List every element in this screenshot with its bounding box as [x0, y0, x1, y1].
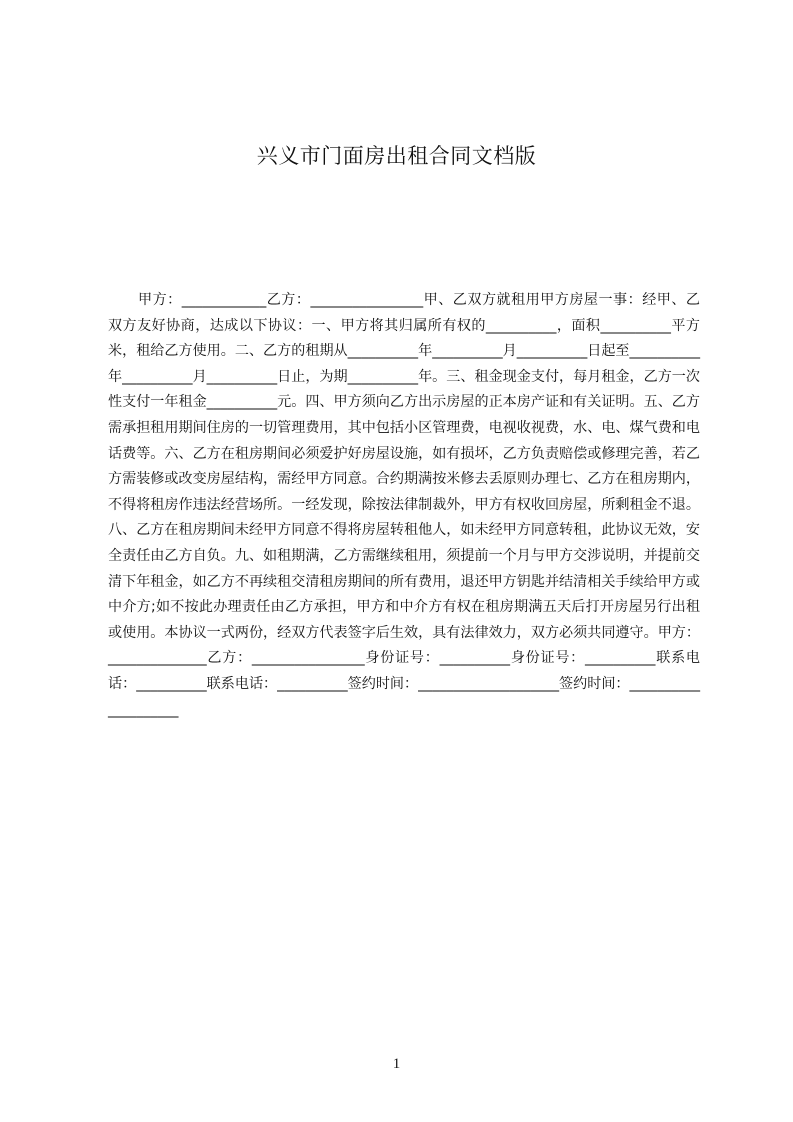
contract-body-text: 甲方：____________乙方：________________甲、乙双方就租用甲方房屋一事：经甲、乙双方友好协商，达成以下协议：一、甲方将其归属所有权的__________，面积__________平方米，租给乙方使用。二、乙方的租期从__________年__________月__________日起至__________年__________月__________日止，为期__________年。三、租金现金支付，每月租金，乙方一次性支付一年租金__________元。四、甲方须向乙方出示房屋的正本房产证和有关证明。五、乙方需承担租用期间住房的一切管理费用，其中包括小区管理费，电视收视费，水、电、煤气费和电话费等。六、乙方在租房期间必须爱护好房屋设施，如有损坏，乙方负责赔偿或修理完善，若乙方需装修或改变房屋结构，需经甲方同意。合约期满按米修去丢原则办理七、乙方在租房期内，不得将租房作违法经营场所。一经发现，除按法律制裁外，甲方有权收回房屋，所剩租金不退。八、乙方在租房期间未经甲方同意不得将房屋转租他人，如未经甲方同意转租，此协议无效，安全责任由乙方自负。九、如租期满，乙方需继续租用，须提前一个月与甲方交涉说明，并提前交清下年租金，如乙方不再续租交清租房期间的所有费用，退还甲方钥匙并结清相关手续给甲方或中介方;如不按此办理责任由乙方承担，甲方和中介方有权在租房期满五天后打开房屋另行出租或使用。本协议一式两份，经双方代表签字后生效，具有法律效力，双方必须共同遵守。甲方：______________乙方：________________身份证号：__________身份证号：__________联系电话：__________联系电话：__________签约时间：____________________签约时间：____________________	[108, 292, 700, 718]
page-number: 1	[392, 1056, 401, 1072]
document-title: 兴义市门面房出租合同文档版	[256, 144, 537, 168]
